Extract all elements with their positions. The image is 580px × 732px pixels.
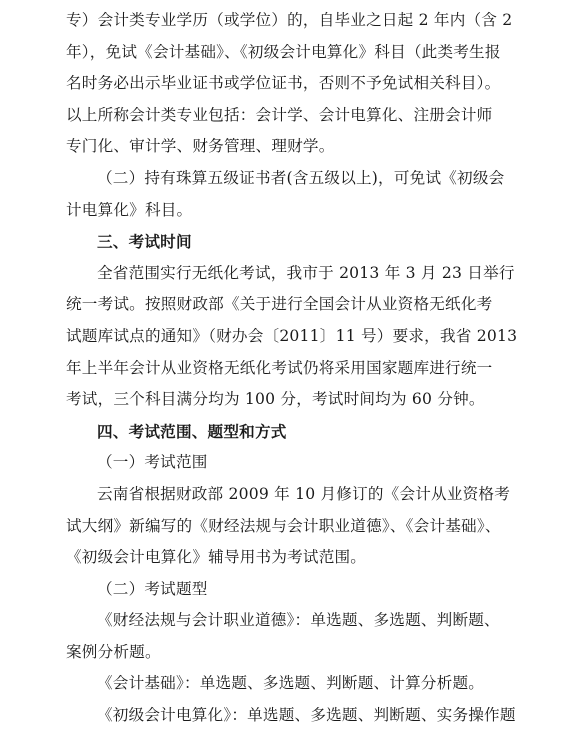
paragraph-line: 年上半年会计从业资格无纸化考试仍将采用国家题库进行统一 — [66, 358, 493, 377]
paragraph-line: 考试，三个科目满分均为 100 分，考试时间均为 60 分钟。 — [66, 390, 485, 409]
paragraph-line: 案例分析题。 — [66, 642, 161, 661]
paragraph-line: 《初级会计电算化》辅导用书为考试范围。 — [66, 548, 367, 567]
section-heading: 三、考试时间 — [97, 232, 192, 252]
paragraph-line: 《财经法规与会计职业道德》：单选题、多选题、判断题、 — [97, 611, 500, 630]
paragraph-line: 计电算化》科目。 — [66, 200, 193, 219]
paragraph-line: （二）持有珠算五级证书者(含五级以上)，可免试《初级会 — [97, 168, 505, 187]
paragraph-line: 《会计基础》：单选题、多选题、判断题、计算分析题。 — [97, 674, 485, 693]
paragraph-line: 名时务必出示毕业证书或学位证书，否则不予免试相关科目）。 — [66, 74, 501, 93]
paragraph-line: 年），免试《会计基础》、《初级会计电算化》科目（此类考生报 — [66, 42, 501, 61]
subsection-heading: （一）考试范围 — [97, 453, 208, 472]
section-heading: 四、考试范围、题型和方式 — [97, 421, 287, 441]
paragraph-line: 以上所称会计类专业包括：会计学、会计电算化、注册会计师 — [66, 105, 493, 124]
paragraph-line: 云南省根据财政部 2009 年 10 月修订的《会计从业资格考 — [97, 484, 511, 503]
paragraph-line: 专门化、审计学、财务管理、理财学。 — [66, 137, 335, 156]
paragraph-line: 《初级会计电算化》：单选题、多选题、判断题、实务操作题 — [97, 706, 516, 725]
paragraph-line: 试题库试点的通知》（财办会〔2011〕11 号）要求，我省 2013 — [66, 326, 518, 345]
paragraph-line: 统一考试。按照财政部《关于进行全国会计从业资格无纸化考 — [66, 295, 493, 314]
subsection-heading: （二）考试题型 — [97, 579, 208, 598]
paragraph-line: 专）会计类专业学历（或学位）的，自毕业之日起 2 年内（含 2 — [66, 11, 513, 29]
paragraph-line: 试大纲》新编写的《财经法规与会计职业道德》、《会计基础》、 — [66, 516, 501, 535]
paragraph-line: 全省范围实行无纸化考试，我市于 2013 年 3 月 23 日举行 — [97, 263, 515, 282]
